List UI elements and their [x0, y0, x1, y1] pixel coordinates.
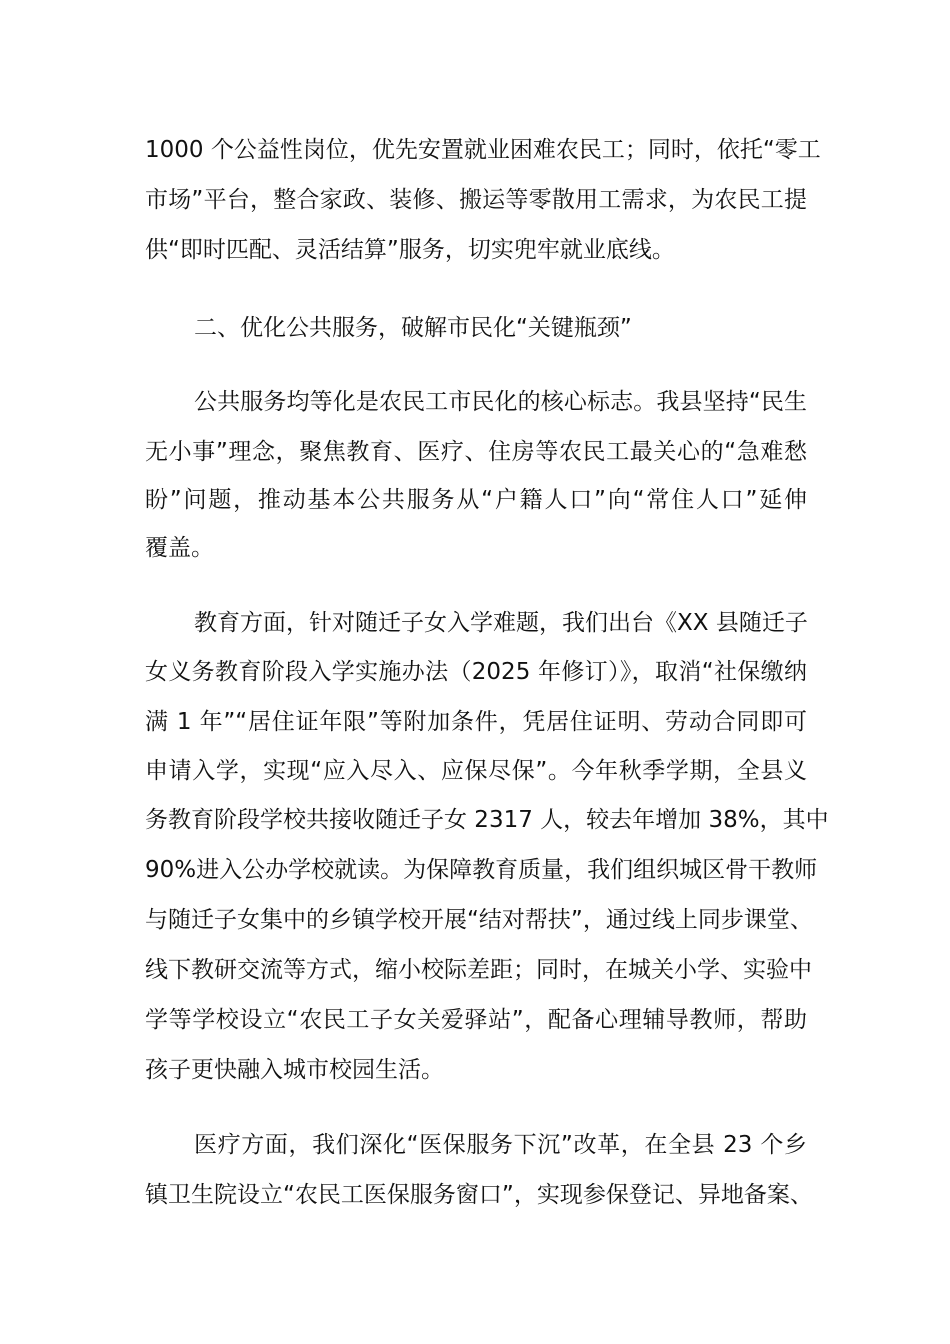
text-line: 无小事”理念，聚焦教育、医疗、住房等农民工最关心的“急难愁 — [145, 439, 807, 465]
text-line: 90%进入公办学校就读。为保障教育质量，我们组织城区骨干教师 — [145, 857, 818, 883]
text-line: 申请入学，实现“应入尽入、应保尽保”。今年秋季学期，全县义 — [145, 758, 807, 784]
text-line: 盼”问题，推动基本公共服务从“户籍人口”向“常住人口”延伸 — [145, 487, 807, 513]
text-line: 二、优化公共服务，破解市民化“关键瓶颈” — [194, 315, 632, 341]
text-line: 女义务教育阶段入学实施办法（2025 年修订）》，取消“社保缴纳 — [145, 659, 807, 685]
text-line: 覆盖。 — [145, 535, 214, 561]
text-line: 市场”平台，整合家政、装修、搬运等零散用工需求，为农民工提 — [145, 187, 807, 213]
text-line: 满 1 年”“居住证年限”等附加条件，凭居住证明、劳动合同即可 — [145, 709, 807, 735]
text-line: 公共服务均等化是农民工市民化的核心标志。我县坚持“民生 — [194, 389, 807, 415]
text-line: 医疗方面，我们深化“医保服务下沉”改革，在全县 23 个乡 — [194, 1132, 807, 1158]
text-line: 供“即时匹配、灵活结算”服务，切实兜牢就业底线。 — [145, 237, 675, 263]
text-line: 镇卫生院设立“农民工医保服务窗口”，实现参保登记、异地备案、 — [145, 1182, 813, 1208]
text-line: 与随迁子女集中的乡镇学校开展“结对帮扶”，通过线上同步课堂、 — [145, 907, 813, 933]
text-line: 教育方面，针对随迁子女入学难题，我们出台《XX 县随迁子 — [194, 610, 808, 636]
text-line: 学等学校设立“农民工子女关爱驿站”，配备心理辅导教师，帮助 — [145, 1007, 807, 1033]
text-line: 孩子更快融入城市校园生活。 — [145, 1057, 444, 1083]
text-line: 1000 个公益性岗位，优先安置就业困难农民工；同时，依托“零工 — [145, 137, 821, 163]
text-line: 线下教研交流等方式，缩小校际差距；同时，在城关小学、实验中 — [145, 957, 812, 983]
text-line: 务教育阶段学校共接收随迁子女 2317 人，较去年增加 38%，其中 — [145, 807, 829, 833]
